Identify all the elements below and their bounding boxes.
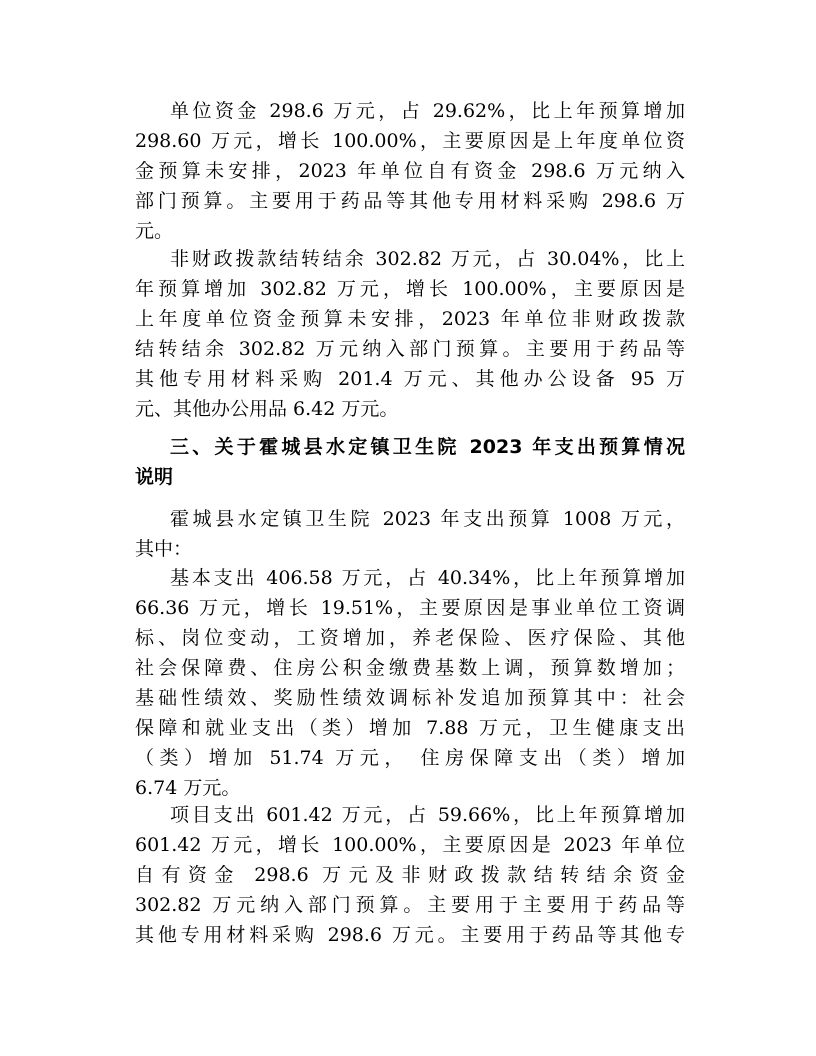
- text-line: 单位资金 298.6 万元，占 29.62%，比上年预算增加: [170, 100, 685, 122]
- text-line: 元。: [135, 220, 174, 242]
- text-line: 年预算增加 302.82 万元，增长 100.00%，主要原因是: [135, 278, 685, 300]
- heading-line: 三、关于霍城县水定镇卫生院 2023 年支出预算情况: [170, 436, 685, 458]
- text-line: 基础性绩效、奖励性绩效调标补发追加预算其中：社会: [135, 687, 685, 709]
- paragraph-non-fiscal-carryover: [135, 244, 685, 424]
- text-line: 元、其他办公用品 6.42 万元。: [135, 398, 399, 420]
- text-line: 自有资金 298.6 万元及非财政拨款结转结余资金: [135, 864, 685, 886]
- paragraph-expenditure-total: [135, 504, 685, 564]
- paragraph-unit-funds: [135, 96, 685, 246]
- heading-line: 说明: [135, 466, 174, 488]
- text-line: 其中：: [135, 538, 193, 560]
- text-line: 社会保障费、住房公积金缴费基数上调，预算数增加；: [135, 657, 685, 679]
- text-line: 金预算未安排，2023 年单位自有资金 298.6 万元纳入: [135, 160, 685, 182]
- paragraph-project-expenditure: [135, 800, 685, 950]
- text-line: 上年度单位资金预算未安排，2023 年单位非财政拨款: [135, 308, 685, 330]
- text-line: 基本支出 406.58 万元，占 40.34%，比上年预算增加: [170, 567, 685, 589]
- text-line: 298.60 万元，增长 100.00%，主要原因是上年度单位资: [135, 130, 685, 152]
- text-line: 其他专用材料采购 298.6 万元。主要用于药品等其他专: [135, 924, 685, 946]
- text-line: 保障和就业支出（类）增加 7.88 万元，卫生健康支出: [135, 717, 685, 739]
- text-line: 302.82 万元纳入部门预算。主要用于主要用于药品等: [135, 894, 685, 916]
- text-line: 结转结余 302.82 万元纳入部门预算。主要用于药品等: [135, 338, 685, 360]
- text-line: （类）增加 51.74 万元， 住房保障支出（类）增加: [135, 747, 685, 769]
- paragraph-basic-expenditure: [135, 563, 685, 803]
- text-line: 部门预算。主要用于药品等其他专用材料采购 298.6 万: [135, 190, 685, 212]
- text-line: 标、岗位变动，工资增加，养老保险、医疗保险、其他: [135, 627, 685, 649]
- text-line: 项目支出 601.42 万元，占 59.66%，比上年预算增加: [170, 804, 685, 826]
- text-line: 66.36 万元，增长 19.51%，主要原因是事业单位工资调: [135, 597, 685, 619]
- text-line: 霍城县水定镇卫生院 2023 年支出预算 1008 万元，: [170, 508, 685, 530]
- text-line: 601.42 万元，增长 100.00%，主要原因是 2023 年单位: [135, 834, 685, 856]
- text-line: 非财政拨款结转结余 302.82 万元，占 30.04%，比上: [170, 248, 685, 270]
- section-heading: [135, 432, 685, 492]
- text-line: 6.74 万元。: [135, 777, 241, 799]
- text-line: 其他专用材料采购 201.4 万元、其他办公设备 95 万: [135, 368, 685, 390]
